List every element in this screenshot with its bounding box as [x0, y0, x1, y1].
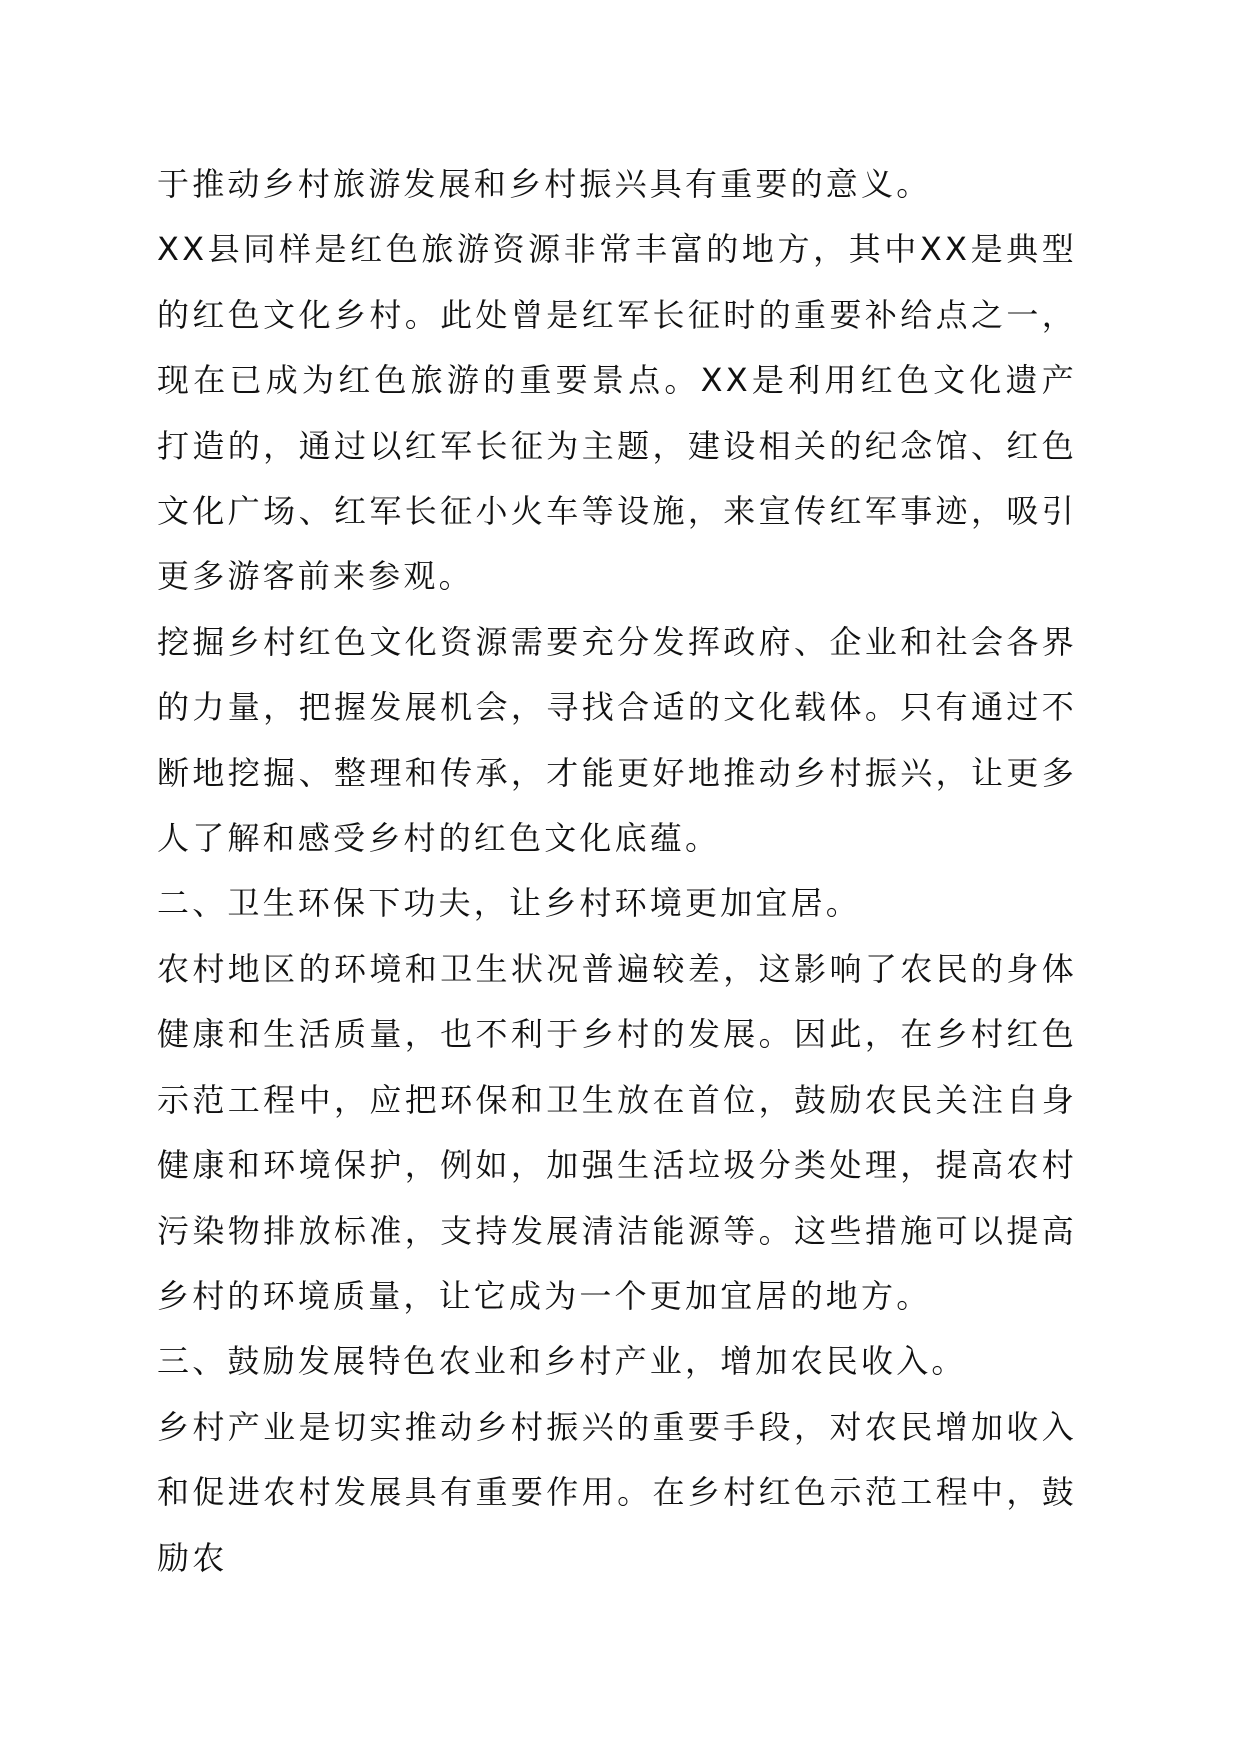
paragraph-2: XX县同样是红色旅游资源非常丰富的地方，其中XX是典型的红色文化乡村。此处曾是红军长征时的重要补给点之一，现在已成为红色旅游的重要景点。XX是利用红色文化遗产打造的，通过以红军长征为主题，建设相关的纪念馆、红色文化广场、红军长征小火车等设施，来宣传红军事迹，吸引更多游客前来参观。	[157, 230, 1077, 596]
section-heading-3: 三、鼓励发展特色农业和乡村产业，增加农民收入。	[157, 1342, 967, 1381]
paragraph-1: 于推动乡村旅游发展和乡村振兴具有重要的意义。	[157, 165, 932, 203]
paragraph-5: 乡村产业是切实推动乡村振兴的重要手段，对农民增加收入和促进农村发展具有重要作用。在乡村红色示范工程中，鼓励农	[157, 1407, 1077, 1577]
paragraph-4: 农村地区的环境和卫生状况普遍较差，这影响了农民的身体健康和生活质量，也不利于乡村的发展。因此，在乡村红色示范工程中，应把环保和卫生放在首位，鼓励农民关注自身健康和环境保护，例如，加强生活垃圾分类处理，提高农村污染物排放标准，支持发展清洁能源等。这些措施可以提高乡村的环境质量，让它成为一个更加宜居的地方。	[157, 949, 1077, 1315]
document-body	[157, 152, 1077, 1591]
section-heading-2: 二、卫生环保下功夫，让乡村环境更加宜居。	[157, 884, 862, 923]
paragraph-3: 挖掘乡村红色文化资源需要充分发挥政府、企业和社会各界的力量，把握发展机会，寻找合适的文化载体。只有通过不断地挖掘、整理和传承，才能更好地推动乡村振兴，让更多人了解和感受乡村的红色文化底蕴。	[157, 622, 1077, 858]
